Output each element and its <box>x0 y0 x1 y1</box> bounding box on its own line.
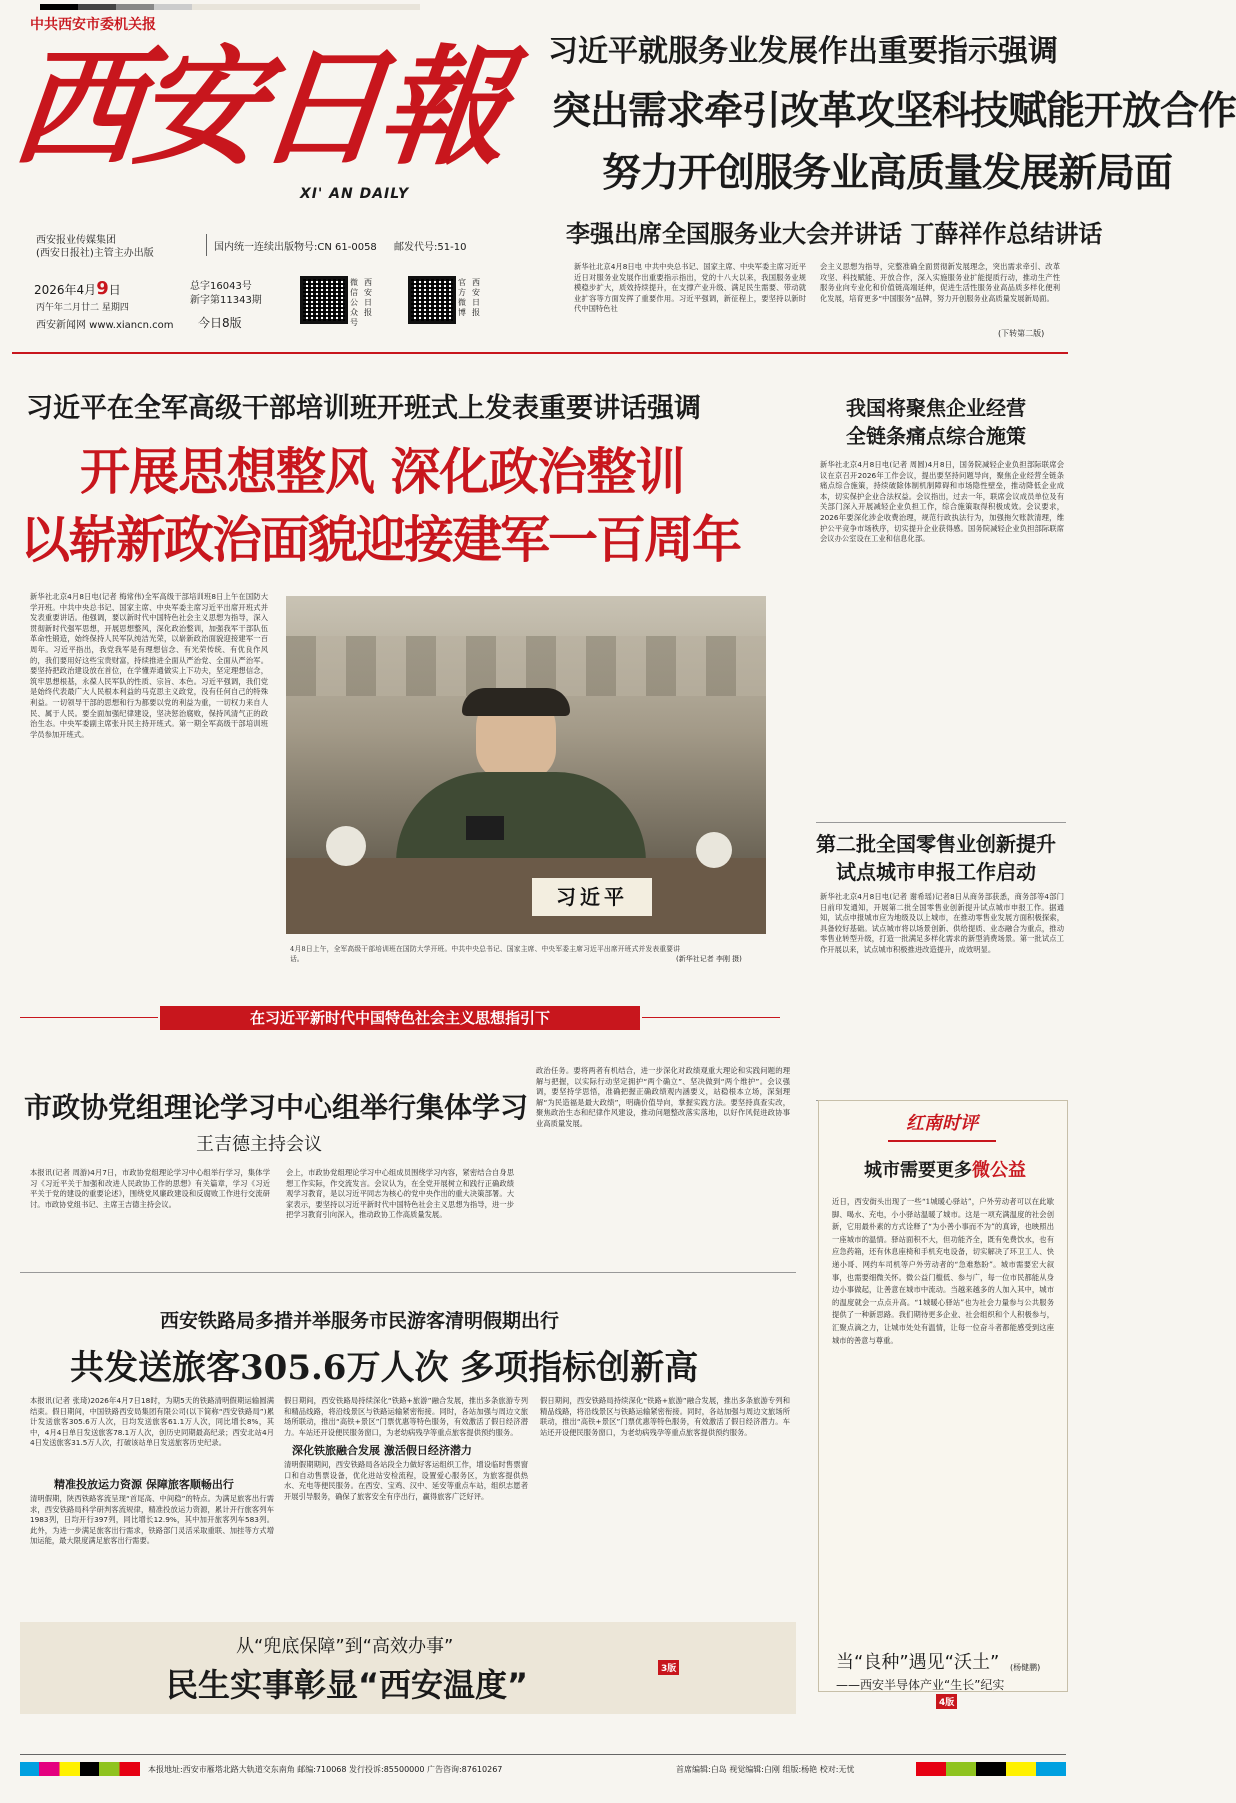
wechat-qr-code[interactable] <box>300 276 348 324</box>
railway-body-2: 清明假期，陕西铁路客流呈现“首尾高、中间稳”的特点。为满足旅客出行需求，西安铁路局科学研判客流规律，精准投放运力资源，累计开行旅客列车1983列，日均开行397列，同比增长12.9%，其中加开旅客列车583列。此外，为进一步满足旅客出行需求，铁路部门灵活采取重联、加挂等方式增加运能，最大限度满足旅客出行需要。 <box>30 1494 274 1546</box>
banner-line-left <box>20 1017 158 1018</box>
cppcc-divider <box>20 1272 796 1273</box>
issue-total: 总字16043号 <box>190 281 252 292</box>
main-banner: 在习近平新时代中国特色社会主义思想指引下 <box>160 1006 640 1030</box>
footer-address: 本报地址:西安市雁塔北路大轨道交东南角 邮编:710068 发行投诉:85500000 广告咨询:87610267 <box>148 1765 503 1774</box>
side1-body: 新华社北京4月8日电(记者 周圆)4月8日，国务院减轻企业负担部际联席会议在京召开2026年工作会议，提出要坚持问题导向，聚焦企业经营全链条痛点综合施策，持续破除体制机制障碍和市场隐性壁垒，推动降低企业成本，切实保护企业合法权益。会议指出，过去一年，联席会议成员单位及有关部门深入开展减轻企业负担工作，综合施策取得积极成效。会议要求，2026年要深化涉企收费治理，规范行政执法行为，加强拖欠账款清理，维护公平竞争市场秩序，切实提升企业获得感。国务院减轻企业负担部际联席会议办公室设在工业和信息化部。 <box>820 460 1064 544</box>
photo-teacup-right <box>696 832 732 868</box>
commentary-title <box>840 1156 1050 1182</box>
masthead-group-name: 西安报业传媒集团 <box>36 235 116 246</box>
masthead-website: 西安新闻网 www.xiancn.com <box>36 320 174 331</box>
cppcc-body-right: 政治任务。要将两者有机结合，进一步深化对政绩观重大理论和实践问题的理解与把握，以实际行动坚定拥护“两个确立”、坚决做到“两个维护”。会议强调，要坚持学思悟，准确把握正确政绩观内涵要义，站稳根本立场，深刻理解“为民造福是最大政绩”，明确价值导向，掌握实践方法。要坚持真查实改，聚焦政治生态和纪律作风建设，推动问题整改落实落地，以好作风促进政协事业高质量发展。 <box>536 1066 790 1128</box>
teaser-left-page-badge[interactable]: 3版 <box>658 1660 679 1675</box>
masthead-group <box>36 234 154 260</box>
photo-microphone <box>466 816 504 840</box>
registration-strip <box>40 4 420 10</box>
masthead-title: 西安日報 <box>6 33 510 183</box>
masthead-issue <box>190 280 262 308</box>
side2-headline-1: 第二批全国零售业创新提升 <box>816 832 1056 856</box>
lead-kicker: 习近平就服务业发展作出重要指示强调 <box>548 34 1058 69</box>
commentary-logo: 红南时评 <box>888 1108 996 1142</box>
main-photo <box>286 596 766 934</box>
cppcc-subhead: 王吉德主持会议 <box>196 1134 322 1155</box>
railway-subhead-2: 深化铁旅融合发展 激活假日经济潜力 <box>292 1444 472 1457</box>
photo-background-audience <box>286 636 766 696</box>
railway-subhead-1: 精准投放运力资源 保障旅客顺畅出行 <box>54 1478 234 1491</box>
railway-body-4: 假日期间，西安铁路局持续深化“铁路+旅游”融合发展，推出多条旅游专列和精品线路，将沿线景区与铁路运输紧密衔接。同时，各站加强与周边文旅场所联动，推出“高铁+景区”门票优惠等特色服务，有效激活了假日经济潜力。车站还开设便民服务窗口，为老幼病残孕等重点旅客提供预约服务。 <box>540 1396 790 1437</box>
photo-speaker-hair <box>462 688 570 716</box>
side2-headline-2: 试点城市申报工作启动 <box>836 860 1036 884</box>
footer-editors: 首席编辑:白岛 视觉编辑:白刚 组版:杨艳 校对:无忧 <box>676 1765 855 1774</box>
main-body: 新华社北京4月8日电(记者 梅常伟)全军高级干部培训班8日上午在国防大学开班。中共中央总书记、国家主席、中央军委主席习近平出席开班式并发表重要讲话。他强调，要以新时代中国特色社会主义思想为指导，深入贯彻新时代强军思想，开展思想整风，深化政治整训，加强我军干部队伍革命性锻造，始终保持人民军队纯洁光荣，以崭新政治面貌迎接建军一百周年。习近平指出，我党我军是有理想信念、有光荣传统、有优良作风的，我们要用好这些宝贵财富，持续推进全面从严治党、全面从严治军。要坚持把政治建设放在首位，在学懂弄通做实上下功夫，坚定理想信念，筑牢思想根基，永葆人民军队的性质、宗旨、本色。习近平强调，我们党是始终代表最广大人民根本利益的马克思主义政党，没有任何自己的特殊利益。一切领导干部的思想和行为都要以党的利益为重，一切权力来自人民、属于人民。要全面加强纪律建设，坚决惩治腐败，保持风清气正的政治生态。中央军委副主席张升民主持开班式。第一期全军高级干部培训班学员参加开班式。 <box>30 592 268 739</box>
main-photo-credit: (新华社记者 李刚 摄) <box>676 955 742 963</box>
teaser-right-sub: ——西安半导体产业“生长”纪实 <box>836 1678 1005 1692</box>
masthead-date <box>34 278 121 299</box>
qr1-sub: 西安日报 <box>364 278 372 317</box>
side1-headline-1: 我国将聚焦企业经营 <box>846 396 1026 420</box>
top-rule <box>12 352 1068 354</box>
qr1-label: 微信公众号 <box>350 278 358 327</box>
railway-body-3: 假日期间，西安铁路局持续深化“铁路+旅游”融合发展，推出多条旅游专列和精品线路，将沿线景区与铁路运输紧密衔接。同时，各站加强与周边文旅场所联动，推出“高铁+景区”门票优惠等特色服务，有效激活了假日经济潜力。车站还开设便民服务窗口，为老幼病残孕等重点旅客提供预约服务。 <box>284 1396 528 1437</box>
main-kicker: 习近平在全军高级干部培训班开班式上发表重要讲话强调 <box>26 393 701 424</box>
railway-body-1: 本报讯(记者 张琦)2026年4月7日18时，为期5天的铁路清明假期运输圆满结束。假日期间，中国铁路西安局集团有限公司(以下简称“西安铁路局”)累计发送旅客305.6万人次，日均发送旅客61.1万人次，同比增长8%，其中，4月4日单日发送旅客78.1万人次，创历史同期最高纪录；西安北站4月4日发送旅客31.5万人次，打破该站单日发送旅客历史纪录。 <box>30 1396 274 1448</box>
lead-subhead: 李强出席全国服务业大会并讲话 丁薛祥作总结讲话 <box>566 219 1103 248</box>
banner-line-right <box>642 1017 780 1018</box>
lead-body-left: 新华社北京4月8日电 中共中央总书记、国家主席、中央军委主席习近平近日对服务业发展作出重要指示指出，党的十八大以来，我国服务业规模稳步扩大，质效持续提升，在支撑产业升级、满足民生需要、带动就业扩容等方面发挥了重要作用。习近平强调，新征程上，要坚持以新时代中国特色社 <box>574 262 806 314</box>
lead-body-right: 会主义思想为指导，完整准确全面贯彻新发展理念，突出需求牵引、改革攻坚、科技赋能、开放合作，深入实施服务业扩能提质行动，推动生产性服务业向专业化和价值链高端延伸，促进生活性服务业高品质多样化便利化发展，培育更多“中国服务”品牌，努力开创服务业高质量发展新局面。 <box>820 262 1060 303</box>
commentary-title-pre: 城市需要更多 <box>864 1160 972 1181</box>
side1-divider <box>816 822 1066 823</box>
date-month: 2026年4月 <box>34 283 97 297</box>
railway-kicker: 西安铁路局多措并举服务市民游客清明假期出行 <box>160 1310 560 1332</box>
masthead-post-code: 邮发代号:51-10 <box>394 242 467 253</box>
photo-nameplate: 习近平 <box>532 878 652 916</box>
date-day-suffix: 日 <box>108 283 121 297</box>
teaser-left-kicker: 从“兜底保障”到“高效办事” <box>236 1636 454 1657</box>
masthead-cn-number: 国内统一连续出版物号:CN 61-0058 <box>214 242 377 253</box>
photo-desk <box>286 858 766 934</box>
masthead-group-sub: (西安日报社)主管主办出版 <box>36 248 154 259</box>
side2-headline <box>806 830 1066 886</box>
footer-rule <box>20 1754 1066 1755</box>
commentary-author: (杨健鹏) <box>1010 1663 1041 1672</box>
lead-headline-1: 突出需求牵引改革攻坚科技赋能开放合作 <box>552 89 1236 134</box>
lead-headline-2: 努力开创服务业高质量发展新局面 <box>602 151 1173 196</box>
qr2-sub: 西安日报 <box>472 278 480 317</box>
teaser-left-headline: 民生实事彰显“西安温度” <box>166 1666 529 1704</box>
masthead-english: XI' AN DAILY <box>300 186 410 202</box>
masthead-divider <box>206 234 207 256</box>
side1-headline-2: 全链条痛点综合施策 <box>846 424 1026 448</box>
railway-body-3b: 清明假期期间，西安铁路局各站段全力做好客运组织工作，增设临时售票窗口和自动售票设备，优化进站安检流程，设置爱心服务区，为旅客提供热水、充电等便民服务。在西安、宝鸡、汉中、延安等重点车站，组织志愿者开展引导服务，确保了旅客安全有序出行，赢得旅客广泛好评。 <box>284 1460 528 1501</box>
issue-new: 新字第11343期 <box>190 295 262 306</box>
main-headline-1: 开展思想整风 深化政治整训 <box>80 443 685 501</box>
qr2-label: 官方微博 <box>458 278 466 317</box>
photo-teacup-left <box>326 826 366 866</box>
footer-color-bar-right <box>916 1762 1066 1776</box>
main-headline-2: 以崭新政治面貌迎接建军一百周年 <box>20 511 740 569</box>
side1-headline <box>806 394 1066 450</box>
weibo-qr-code[interactable] <box>408 276 456 324</box>
masthead-organ: 中共西安市委机关报 <box>30 17 156 33</box>
teaser-right-page-badge[interactable]: 4版 <box>936 1694 957 1709</box>
side2-body: 新华社北京4月8日电(记者 谢希瑶)记者8日从商务部获悉，商务部等4部门日前印发通知，开展第二批全国零售业创新提升试点城市申报工作。据通知，试点申报城市应为地级及以上城市，在推动零售业发展方面积极探索，具备较好基础。试点城市将以场景创新、供给提质、业态融合为重点，推动零售业转型升级，打造一批满足多样化需求的新型消费场景。第一批试点工作开展以来，试点城市积极推进改造提升，成效明显。 <box>820 892 1064 954</box>
lead-jump[interactable]: (下转第二版) <box>998 329 1045 338</box>
masthead-pages: 今日8版 <box>198 316 242 330</box>
commentary-body: 近日，西安街头出现了一些“1城暖心驿站”，户外劳动者可以在此歇脚、喝水、充电，小小驿站温暖了城市。这是一项充满温度的社会创新，它用最朴素的方式诠释了“为小善小事而不为”的真谛，也映照出一座城市的温情。驿站面积不大，但功能齐全，既有免费饮水，也有应急药箱，还有休息座椅和手机充电设备，切实解决了环卫工人、快递小哥、网约车司机等户外劳动者的“急难愁盼”。城市需要宏大叙事，也需要细微关怀。微公益门槛低、参与广，每一位市民都能从身边小事做起，让善意在城市中流动。当越来越多的人加入其中，城市的温度就会一点点升高。“1城暖心驿站”也为社会力量参与公共服务提供了一种新思路。我们期待更多企业、社会组织和个人积极参与，汇聚点滴之力，让城市处处有温情，让每一位奋斗者都能感受到这座城市的善意与尊重。 <box>832 1197 1054 1345</box>
footer-color-bar <box>20 1762 140 1776</box>
date-day: 9 <box>96 278 109 299</box>
cppcc-body-mid: 会上，市政协党组理论学习中心组成员围绕学习内容，紧密结合自身思想工作实际，作交流发言。会议认为，在全党开展树立和践行正确政绩观学习教育，是以习近平同志为核心的党中央作出的重大决策部署。大家表示，要坚持以习近平新时代中国特色社会主义思想为指导，进一步把学习教育引向深入，推动政协工作高质量发展。 <box>286 1168 514 1220</box>
commentary-title-highlight: 微公益 <box>972 1160 1026 1181</box>
teaser-right-kicker[interactable]: 当“良种”遇见“沃土” <box>836 1652 1000 1673</box>
masthead-lunar: 丙午年二月廿二 星期四 <box>36 303 129 313</box>
railway-headline: 共发送旅客305.6万人次 多项指标创新高 <box>70 1348 699 1388</box>
cppcc-body-left: 本报讯(记者 周游)4月7日，市政协党组理论学习中心组举行学习，集体学习《习近平关于加强和改进人民政协工作的思想》有关篇章，学习《习近平关于党的建设的重要论述》，围绕党风廉政建设和反腐败工作进行交流研讨。市政协党组书记、主席王吉德主持会议。 <box>30 1168 270 1209</box>
cppcc-headline: 市政协党组理论学习中心组举行集体学习 <box>24 1091 529 1124</box>
main-caption: 4月8日上午，全军高级干部培训班在国防大学开班。中共中央总书记、国家主席、中央军委主席习近平出席开班式并发表重要讲话。 <box>290 945 680 963</box>
